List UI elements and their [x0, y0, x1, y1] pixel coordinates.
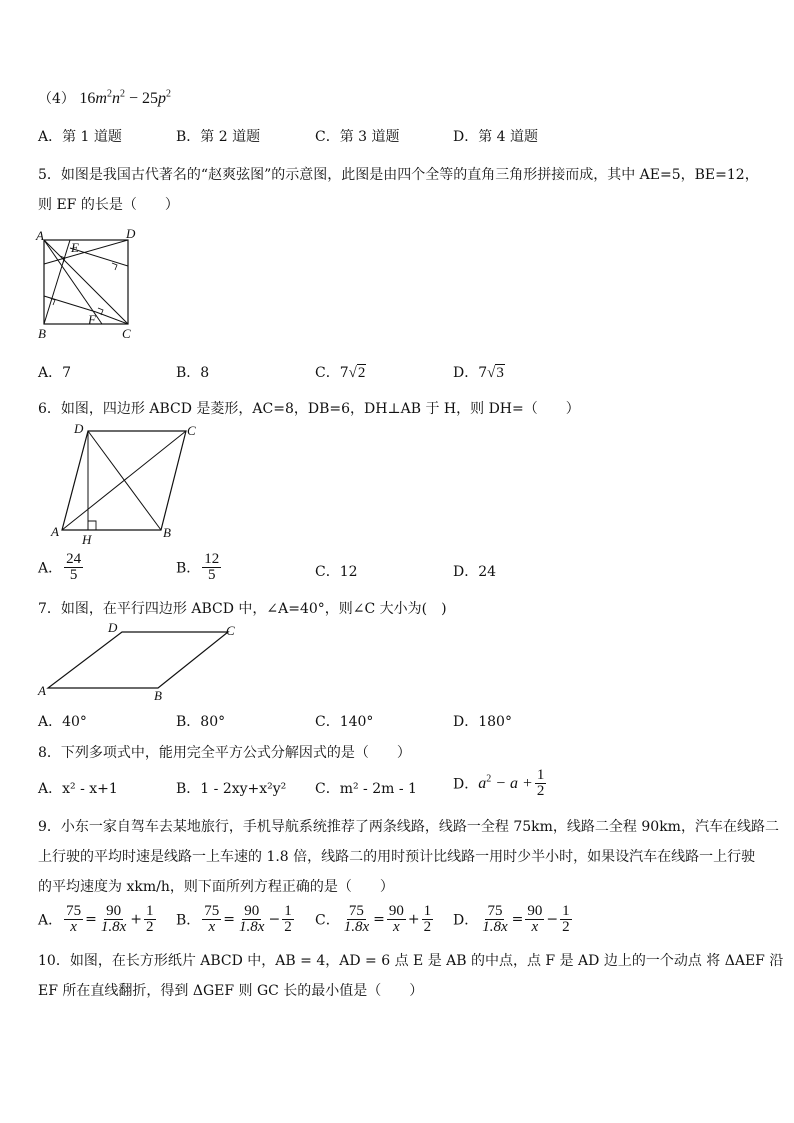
- q5-label-e: E: [71, 240, 79, 255]
- q9-option-a-letter: A．: [38, 912, 63, 929]
- fraction-denominator: 5: [208, 567, 216, 583]
- q9-option-d: D． $\frac{75}{1.8x}$ = $\frac{90}{x}$ − $\frac{1}{2}$: [453, 903, 570, 935]
- q8-option-b: B．1 - 2xy+x²y²: [176, 781, 287, 797]
- q8-option-d-letter: D．: [453, 776, 479, 793]
- q7-parallelogram-figure: [36, 620, 242, 704]
- q6-stem: 6．如图，四边形 ABCD 是菱形，AC=8，DB=6，DH⊥AB 于 H，则 DH=（ ）: [38, 401, 580, 417]
- q5-zhaoshuang-figure: [34, 228, 139, 346]
- q6-option-b: [176, 552, 223, 583]
- q9-option-c: C． $\frac{75}{1.8x}$ = $\frac{90}{x}$ + $\frac{1}{2}$: [315, 903, 432, 935]
- fraction: $\frac{75}{x}$: [66, 903, 82, 935]
- fraction-numerator: 1: [536, 767, 545, 783]
- fraction: $\frac{75}{1.8x}$: [343, 903, 370, 935]
- q9-stem-line3: 的平均速度为 xkm/h，则下面所列方程正确的是（ ）: [38, 879, 394, 895]
- q5-option-d-text: D．7: [453, 365, 488, 381]
- q8-option-a: A．x² - x+1: [38, 781, 118, 797]
- q5-label-b: B: [38, 326, 46, 341]
- fraction: $\frac{1}{2}$: [562, 903, 570, 935]
- q4-option-a: A．第 1 道题: [38, 129, 122, 145]
- q6-option-b-fraction: [202, 552, 221, 583]
- q8-option-d: [453, 768, 548, 799]
- q6-option-c: C．12: [315, 564, 358, 580]
- fraction: $\frac{1}{2}$: [284, 903, 292, 935]
- q5-option-a: A．7: [38, 365, 72, 381]
- fraction: $\frac{1}{2}$: [423, 903, 432, 935]
- fraction-denominator: 2: [536, 783, 545, 799]
- q10-stem-line2: EF 所在直线翻折，得到 ΔGEF 则 GC 长的最小值是（ ）: [38, 983, 424, 999]
- fraction-numerator: 12: [204, 551, 220, 567]
- q6-option-d: D．24: [453, 564, 497, 580]
- q5-option-d: [453, 362, 505, 382]
- fraction: $\frac{75}{1.8x}$: [482, 903, 508, 935]
- q7-parallelogram: [48, 632, 228, 688]
- fraction: $\frac{1}{2}$: [146, 903, 154, 935]
- fraction-numerator: 24: [66, 551, 82, 567]
- q8-option-c: C．m² - 2m - 1: [315, 781, 417, 797]
- q8-option-d-fraction: [535, 768, 547, 799]
- fraction-denominator: 5: [69, 567, 78, 583]
- q7-label-b: B: [154, 688, 162, 703]
- q9-option-a: A． $\frac{75}{x}$ = $\frac{90}{1.8x}$ + $\frac{1}{2}$: [38, 903, 154, 935]
- q4-expression: [38, 88, 171, 108]
- q7-label-a: A: [38, 683, 46, 698]
- q6-option-a: [38, 552, 85, 583]
- q5-option-b: B．8: [176, 365, 210, 381]
- q5-stem-line2: 则 EF 的长是（ ）: [38, 197, 179, 213]
- q9-option-b: B． $\frac{75}{x}$ = $\frac{90}{1.8x}$ − $\frac{1}{2}$: [176, 903, 292, 935]
- sqrt-symbol: √3: [487, 365, 504, 381]
- fraction: $\frac{90}{1.8x}$: [100, 903, 127, 935]
- q7-option-c: C．140°: [315, 714, 374, 730]
- q4-item-label: （4）: [38, 91, 75, 107]
- q9-option-d-letter: D．: [453, 912, 479, 929]
- q4-option-b: B．第 2 道题: [176, 129, 261, 145]
- q5-label-a: A: [36, 228, 44, 243]
- q6-option-b-letter: B．: [176, 560, 201, 577]
- q5-radicand-3: 3: [496, 365, 504, 381]
- q7-label-c: C: [226, 623, 235, 638]
- q6-label-c: C: [187, 423, 196, 438]
- fraction: $\frac{90}{1.8x}$: [239, 903, 265, 935]
- q9-stem-line2: 上行驶的平均时速是线路一上车速的 1.8 倍，线路二的用时预计比线路一用时少半小时，如果设汽车在线路一上行驶: [38, 849, 756, 865]
- q10-stem-line1: 10．如图，在长方形纸片 ABCD 中，AB = 4，AD = 6 点 E 是 AB 的中点，点 F 是 AD 边上的一个动点 将 ΔAEF 沿: [38, 953, 784, 969]
- q5-option-c-text: C．7: [315, 365, 349, 381]
- q6-label-d: D: [74, 421, 84, 436]
- q7-option-a: A．40°: [38, 714, 87, 730]
- sqrt-symbol: √2: [348, 365, 366, 381]
- q7-label-d: D: [108, 620, 118, 635]
- fraction: $\frac{90}{x}$: [388, 903, 404, 935]
- q7-option-d: D．180°: [453, 714, 512, 730]
- q7-option-b: B．80°: [176, 714, 226, 730]
- q6-label-a: A: [51, 524, 59, 539]
- q4-math: $16m^2n^2 - 25p^2$: [79, 88, 171, 107]
- q7-stem: 7．如图，在平行四边形 ABCD 中，∠A=40°，则∠C 大小为( ): [38, 601, 447, 617]
- q5-label-c: C: [122, 326, 131, 341]
- q5-label-f: F: [88, 312, 96, 327]
- q5-label-d: D: [126, 228, 136, 241]
- q5-radicand-2: 2: [357, 365, 366, 381]
- q6-label-h: H: [82, 532, 92, 547]
- q5-option-c: [315, 362, 366, 382]
- fraction: $\frac{90}{x}$: [527, 903, 543, 935]
- q8-stem: 8．下列多项式中，能用完全平方公式分解因式的是（ ）: [38, 745, 411, 761]
- q4-option-c: C．第 3 道题: [315, 129, 400, 145]
- q6-diagonal-db: [88, 431, 161, 530]
- q6-option-a-fraction: [64, 552, 83, 583]
- q6-option-a-letter: A．: [38, 560, 63, 577]
- q4-coef: 16: [79, 90, 96, 107]
- q9-option-c-letter: C．: [315, 912, 340, 929]
- q4-option-d: D．第 4 道题: [453, 129, 539, 145]
- q9-stem-line1: 9．小东一家自驾车去某地旅行，手机导航系统推荐了两条线路，线路一全程 75km，线路二全程 90km，汽车在线路二: [38, 819, 779, 835]
- q9-option-b-letter: B．: [176, 912, 201, 929]
- q6-label-b: B: [163, 525, 171, 540]
- q5-stem-line1: 5．如图是我国古代著名的“赵爽弦图”的示意图，此图是由四个全等的直角三角形拼接而成，其中 AE=5，BE=12，: [38, 167, 759, 183]
- q8-option-d-expr: $a^2 - a$ +: [478, 773, 533, 793]
- q6-rhombus-figure: [46, 420, 206, 548]
- fraction: $\frac{75}{x}$: [204, 903, 220, 935]
